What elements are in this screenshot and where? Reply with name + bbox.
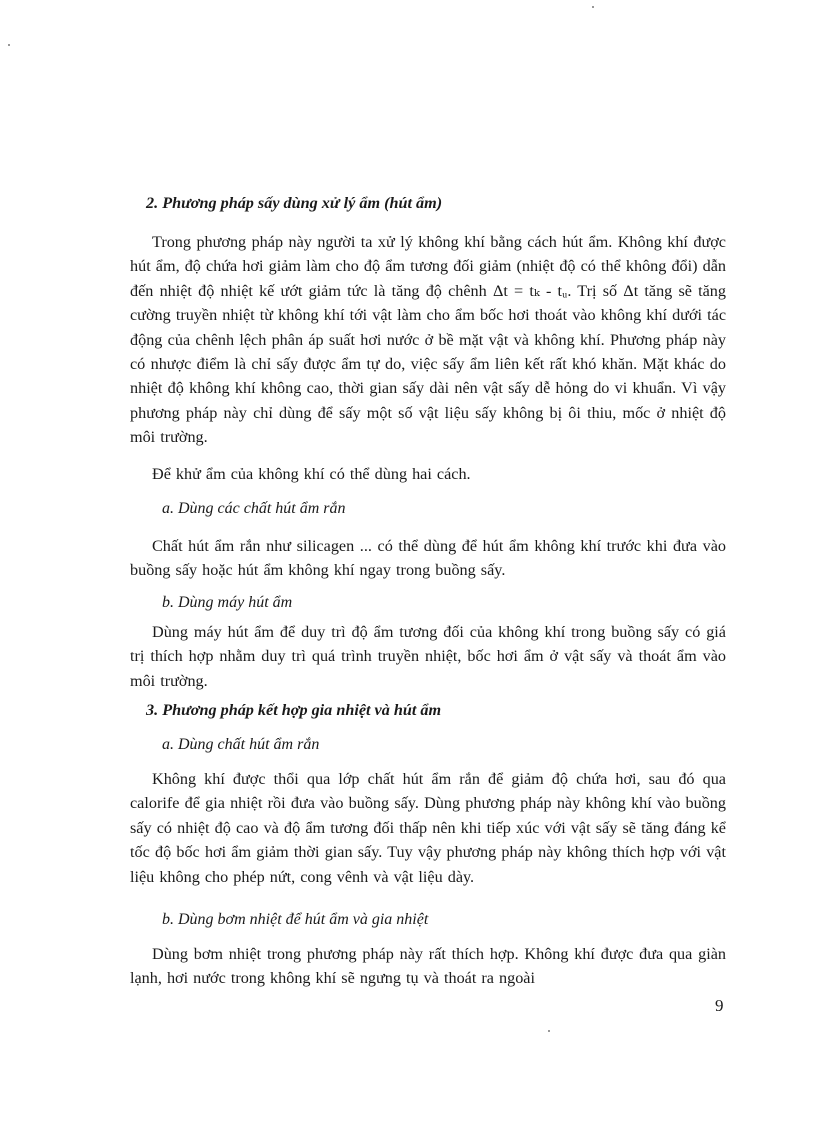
section2-intro: Trong phương pháp này người ta xử lý không khí bằng cách hút ẩm. Không khí được hút ẩm, độ chứa hơi giảm làm cho độ ẩm tương đối giảm (nhiệt độ có thể không đổi) dẫn đến nhiệt độ nhiệt kế ướt giảm tức là tăng độ chênh Δt = tₖ - tᵤ. Trị số Δt tăng sẽ tăng cường truyền nhiệt từ không khí tới vật làm cho ẩm bốc hơi thoát vào không khí dưới tác động của chênh lệch phân áp suất hơi nước ở bề mặt vật và không khí. Phương pháp này có nhược điểm là chỉ sấy được ẩm tự do, việc sấy ẩm liên kết rất khó khăn. Mặt khác do nhiệt độ không khí không cao, thời gian sấy dài nên vật sấy dễ hỏng do vi khuẩn. Vì vậy phương pháp này chỉ dùng để sấy một số vật liệu sấy không bị ôi thiu, mốc ở nhiệt độ môi trường. xyxy=(130,233,726,447)
section3-sub-a-text-wrap xyxy=(130,767,726,889)
section2-heading: 2. Phương pháp sấy dùng xử lý ẩm (hút ẩm) xyxy=(146,194,443,212)
section3-sub-b-heading: b. Dùng bơm nhiệt để hút ẩm và gia nhiệt xyxy=(162,911,429,928)
section3-sub-b-text: Dùng bơm nhiệt trong phương pháp này rất thích hợp. Không khí được đưa qua giàn lạnh, hơi nước trong không khí sẽ ngưng tụ và thoát ra ngoài xyxy=(130,945,726,988)
section2-sub-a-heading: a. Dùng các chất hút ẩm rắn xyxy=(162,500,346,517)
methods-intro: Để khử ẩm của không khí có thể dùng hai cách. xyxy=(152,465,471,483)
section2-sub-b-heading-wrap xyxy=(130,594,726,612)
scan-speck xyxy=(8,44,10,46)
methods-intro-wrap xyxy=(130,462,726,486)
section2-sub-b-heading: b. Dùng máy hút ẩm xyxy=(162,594,293,611)
page-number: 9 xyxy=(715,996,724,1015)
section3-heading-wrap xyxy=(130,701,726,720)
section2-heading-wrap xyxy=(130,194,726,213)
section3-sub-a-heading: a. Dùng chất hút ẩm rắn xyxy=(162,736,320,753)
section3-sub-a-heading-wrap xyxy=(130,736,726,754)
section2-sub-b-text: Dùng máy hút ẩm để duy trì độ ẩm tương đối của không khí trong buồng sấy có giá trị thích hợp nhằm duy trì quá trình truyền nhiệt, bốc hơi ẩm ở vật sấy và thoát ẩm vào môi trường. xyxy=(130,623,726,690)
section2-sub-a-text-wrap xyxy=(130,534,726,583)
section3-sub-b-heading-wrap xyxy=(130,911,726,929)
section2-intro-wrap xyxy=(130,230,726,450)
section2-sub-a-heading-wrap xyxy=(130,500,726,518)
scan-speck xyxy=(548,1030,550,1032)
section2-sub-b-text-wrap xyxy=(130,620,726,693)
section3-sub-a-text: Không khí được thổi qua lớp chất hút ẩm rắn để giảm độ chứa hơi, sau đó qua calorife để gia nhiệt rồi đưa vào buồng sấy. Dùng phương pháp này không khí vào buồng sấy có nhiệt độ cao và độ ẩm tương đối thấp nên khi tiếp xúc với vật sấy sẽ tăng đáng kể tốc độ bốc hơi ẩm giảm thời gian sấy. Tuy vậy phương pháp này không thích hợp với vật liệu không cho phép nứt, cong vênh và vật liệu dày. xyxy=(130,770,726,886)
section3-sub-b-text-wrap xyxy=(130,942,726,991)
scan-speck xyxy=(592,6,594,8)
section2-sub-a-text: Chất hút ẩm rắn như silicagen ... có thể dùng để hút ẩm không khí trước khi đưa vào buồng sấy hoặc hút ẩm không khí ngay trong buồng sấy. xyxy=(130,537,726,580)
section3-heading: 3. Phương pháp kết hợp gia nhiệt và hút ẩm xyxy=(146,701,442,719)
